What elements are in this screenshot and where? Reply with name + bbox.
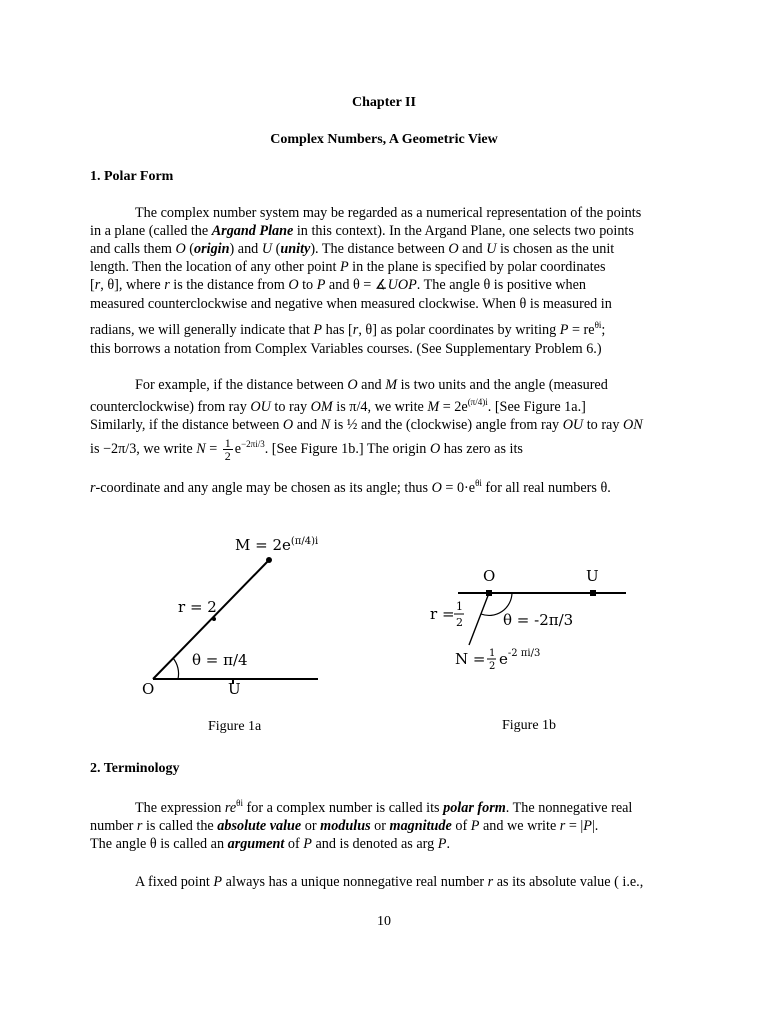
midpoint-dot — [212, 617, 216, 621]
label-n: N = — [455, 650, 486, 668]
label-r: r = 2 — [178, 598, 217, 616]
label-u: U — [228, 680, 241, 698]
figure-1a — [130, 528, 330, 700]
section-heading-polar-form: 1. Polar Form — [90, 169, 174, 184]
label-theta: θ = -2π/3 — [503, 611, 574, 629]
para2-line4: is −2π/3, we write N = $\frac{1}{2}$ $e^{-2\pi i/3}$. [See Figure 1b.] The origin O has zero as its — [90, 436, 523, 463]
section2-para2-line1: A fixed point P always has a unique nonnegative real number r as its absolute value ( i.e., — [135, 874, 644, 890]
label-n-denominator: 2 — [489, 661, 496, 672]
label-r-numerator: 1 — [456, 600, 463, 613]
point-u — [590, 590, 596, 596]
para1-line1: The complex number system may be regarded as a numerical representation of the points — [135, 205, 642, 221]
section2-para1-line1: The expression $re^{\theta i}$ for a complex number is called its polar form. The nonnegative real — [135, 798, 633, 816]
para2-line3: Similarly, if the distance between O and N is ½ and the (clockwise) angle from ray OU to ray ON — [90, 417, 643, 433]
para1-line3: and calls them O (origin) and U (unity). The distance between O and U is chosen as the unit — [90, 241, 615, 257]
section2-para1-line2: number r is called the absolute value or modulus or magnitude of P and we write r = |P|. — [90, 818, 599, 834]
ray-on — [469, 593, 489, 645]
label-o: O — [142, 680, 155, 698]
para1-line8: this borrows a notation from Complex Variables courses. (See Supplementary Problem 6.) — [90, 341, 602, 357]
chapter-title: Chapter II — [352, 95, 416, 110]
label-n-e: $e^{-2 \pi i/3}$ — [499, 648, 541, 668]
angle-arc — [173, 658, 179, 679]
point-m — [266, 557, 272, 563]
section-heading-terminology: 2. Terminology — [90, 761, 180, 776]
para1-line4: length. Then the location of any other point P in the plane is specified by polar coordinates — [90, 259, 606, 275]
figure-1b — [425, 560, 635, 675]
fraction-one-half: $\frac{1}{2}$ — [224, 436, 231, 463]
para1-line2: in a plane (called the Argand Plane in this context). In the Argand Plane, one selects two points — [90, 223, 634, 239]
label-r-denominator: 2 — [456, 616, 463, 629]
label-m: $M = 2e^{(\pi/4)i}$ — [235, 536, 319, 554]
caption-figure-1a: Figure 1a — [208, 719, 262, 734]
page-number: 10 — [377, 914, 391, 929]
label-theta: θ = π/4 — [192, 651, 248, 669]
section2-para1-line3: The angle θ is called an argument of P and is denoted as arg P. — [90, 836, 450, 852]
label-r: r = — [430, 605, 455, 623]
para1-line6: measured counterclockwise and negative when measured clockwise. When θ is measured in — [90, 296, 612, 312]
para2-line2: counterclockwise) from ray OU to ray OM is π/4, we write $M = 2e^{(\pi/4)i}$. [See Figure 1a.] — [90, 397, 586, 415]
para1-line7: radians, we will generally indicate that P has [r, θ] as polar coordinates by writing $P = re^{\theta i}$; — [90, 320, 606, 338]
para2-line1: For example, if the distance between O and M is two units and the angle (measured — [135, 377, 608, 393]
para2-line5: r-coordinate and any angle may be chosen as its angle; thus $O = 0\cdot e^{\theta i}$ for all real numbers θ. — [90, 478, 611, 496]
label-n-numerator: 1 — [489, 648, 496, 659]
label-u: U — [586, 567, 599, 585]
label-o: O — [483, 567, 496, 585]
para1-line5: [r, θ], where r is the distance from O to P and θ = ∡UOP. The angle θ is positive when — [90, 277, 587, 293]
caption-figure-1b: Figure 1b — [502, 718, 557, 733]
page-title: Complex Numbers, A Geometric View — [270, 132, 498, 147]
